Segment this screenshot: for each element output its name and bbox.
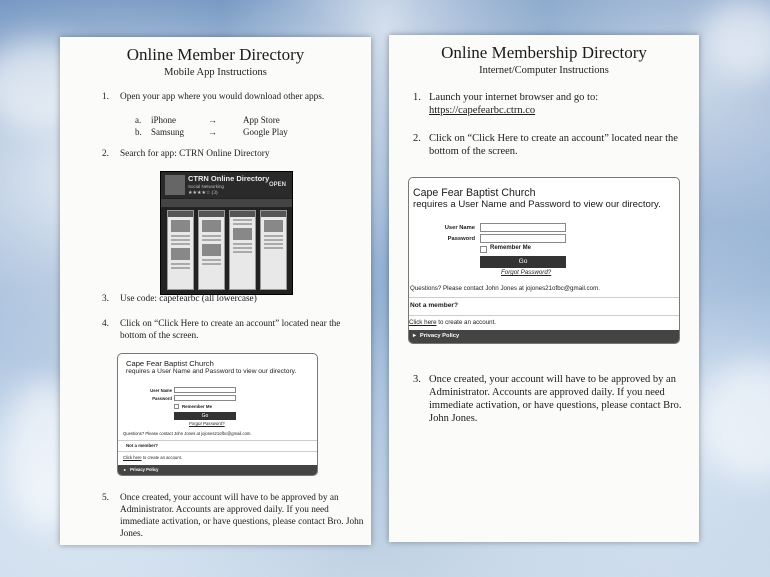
step-5: 5. Once created, your account will have to be approved by an Administrator. Accounts are approved daily. If you need immediate activation, or have questions, please contact Bro. John Jones.: [102, 493, 364, 539]
org-name: Cape Fear Baptist Church: [126, 359, 214, 368]
page-subtitle: Mobile App Instructions: [164, 67, 267, 78]
app-screenshots: [167, 210, 287, 290]
login-requirement: requires a User Name and Password to view our directory.: [126, 368, 297, 375]
store-row-iphone: a. iPhone → App Store: [135, 115, 280, 125]
go-button: Go: [480, 256, 566, 268]
login-requirement: requires a User Name and Password to view our directory.: [413, 199, 661, 210]
password-input: [480, 234, 566, 243]
step-1: 1. Open your app where you would download other apps.: [102, 92, 325, 102]
mobile-instructions-page: [60, 37, 371, 545]
store-row-samsung: b. Samsung → Google Play: [135, 127, 288, 137]
remember-checkbox: [480, 246, 487, 253]
username-input: [480, 223, 566, 232]
play-arrow-icon: ▸: [124, 467, 127, 472]
open-button: OPEN: [268, 182, 286, 188]
click-here-link: Click here: [409, 319, 437, 326]
page-title: Online Membership Directory: [441, 43, 647, 62]
forgot-password-link: Forgot Password?: [501, 269, 552, 276]
cloud: [700, 360, 770, 480]
arrow-right-icon: →: [208, 115, 217, 125]
privacy-policy-bar: ▸ Privacy Policy: [409, 330, 679, 343]
go-button: Go: [174, 412, 236, 420]
arrow-right-icon: →: [208, 127, 217, 137]
page-title: Online Member Directory: [126, 45, 305, 64]
login-screenshot: Cape Fear Baptist Church requires a User Name and Password to view our directory. User Name Password Remember Me Go Forgot Password? Questions? Please contact John Jones at jojones21ofbc@gmail.com. Not a member? Click here to create an account. ▸ Privacy Policy: [408, 177, 680, 344]
step-3: 3. Once created, your account will have to be approved by an Administrator. Accounts are approved daily. If you need immediate activation, or have questions, please contact Bro. John Jones.: [413, 374, 682, 424]
password-input: [174, 395, 236, 401]
click-here-link: Click here: [123, 455, 142, 460]
privacy-policy-bar: ▸ Privacy Policy: [118, 465, 317, 475]
star-rating: ★★★★☆ (3): [188, 191, 218, 196]
store-list: [135, 114, 288, 138]
directory-url-link[interactable]: https://capefearbc.ctrn.co: [429, 105, 536, 116]
username-input: [174, 387, 236, 393]
org-name: Cape Fear Baptist Church: [413, 187, 536, 199]
app-logo: [165, 175, 185, 195]
forgot-password-link: Forgot Password?: [189, 421, 225, 426]
step-3: 3. Use code: capefearbc (all lowercase): [102, 294, 257, 304]
app-store-listing-image: CTRN Online Directory Social Networking ★★★★☆ (3) OPEN: [160, 171, 293, 295]
play-arrow-icon: ▸: [413, 333, 416, 339]
step-2: 2. Click on “Click Here to create an account” located near the bottom of the screen.: [413, 133, 678, 157]
cloud: [700, 0, 770, 80]
page-subtitle: Internet/Computer Instructions: [479, 65, 609, 76]
computer-instructions-page: [389, 35, 699, 542]
step-4: 4. Click on “Click Here to create an account” located near the bottom of the screen.: [102, 319, 341, 341]
remember-checkbox: [174, 404, 179, 409]
login-screenshot: Cape Fear Baptist Church requires a User Name and Password to view our directory. User Name Password Remember Me Go Forgot Password? Questions? Please contact John Jones at jojones21ofbc@gmail.com. Not a member? Click here to create an account. ▸ Privacy Policy: [117, 353, 318, 476]
step-2: 2. Search for app: CTRN Online Directory: [102, 149, 270, 159]
step-1: 1. Launch your internet browser and go to: https://capefearbc.ctrn.co: [413, 91, 691, 117]
